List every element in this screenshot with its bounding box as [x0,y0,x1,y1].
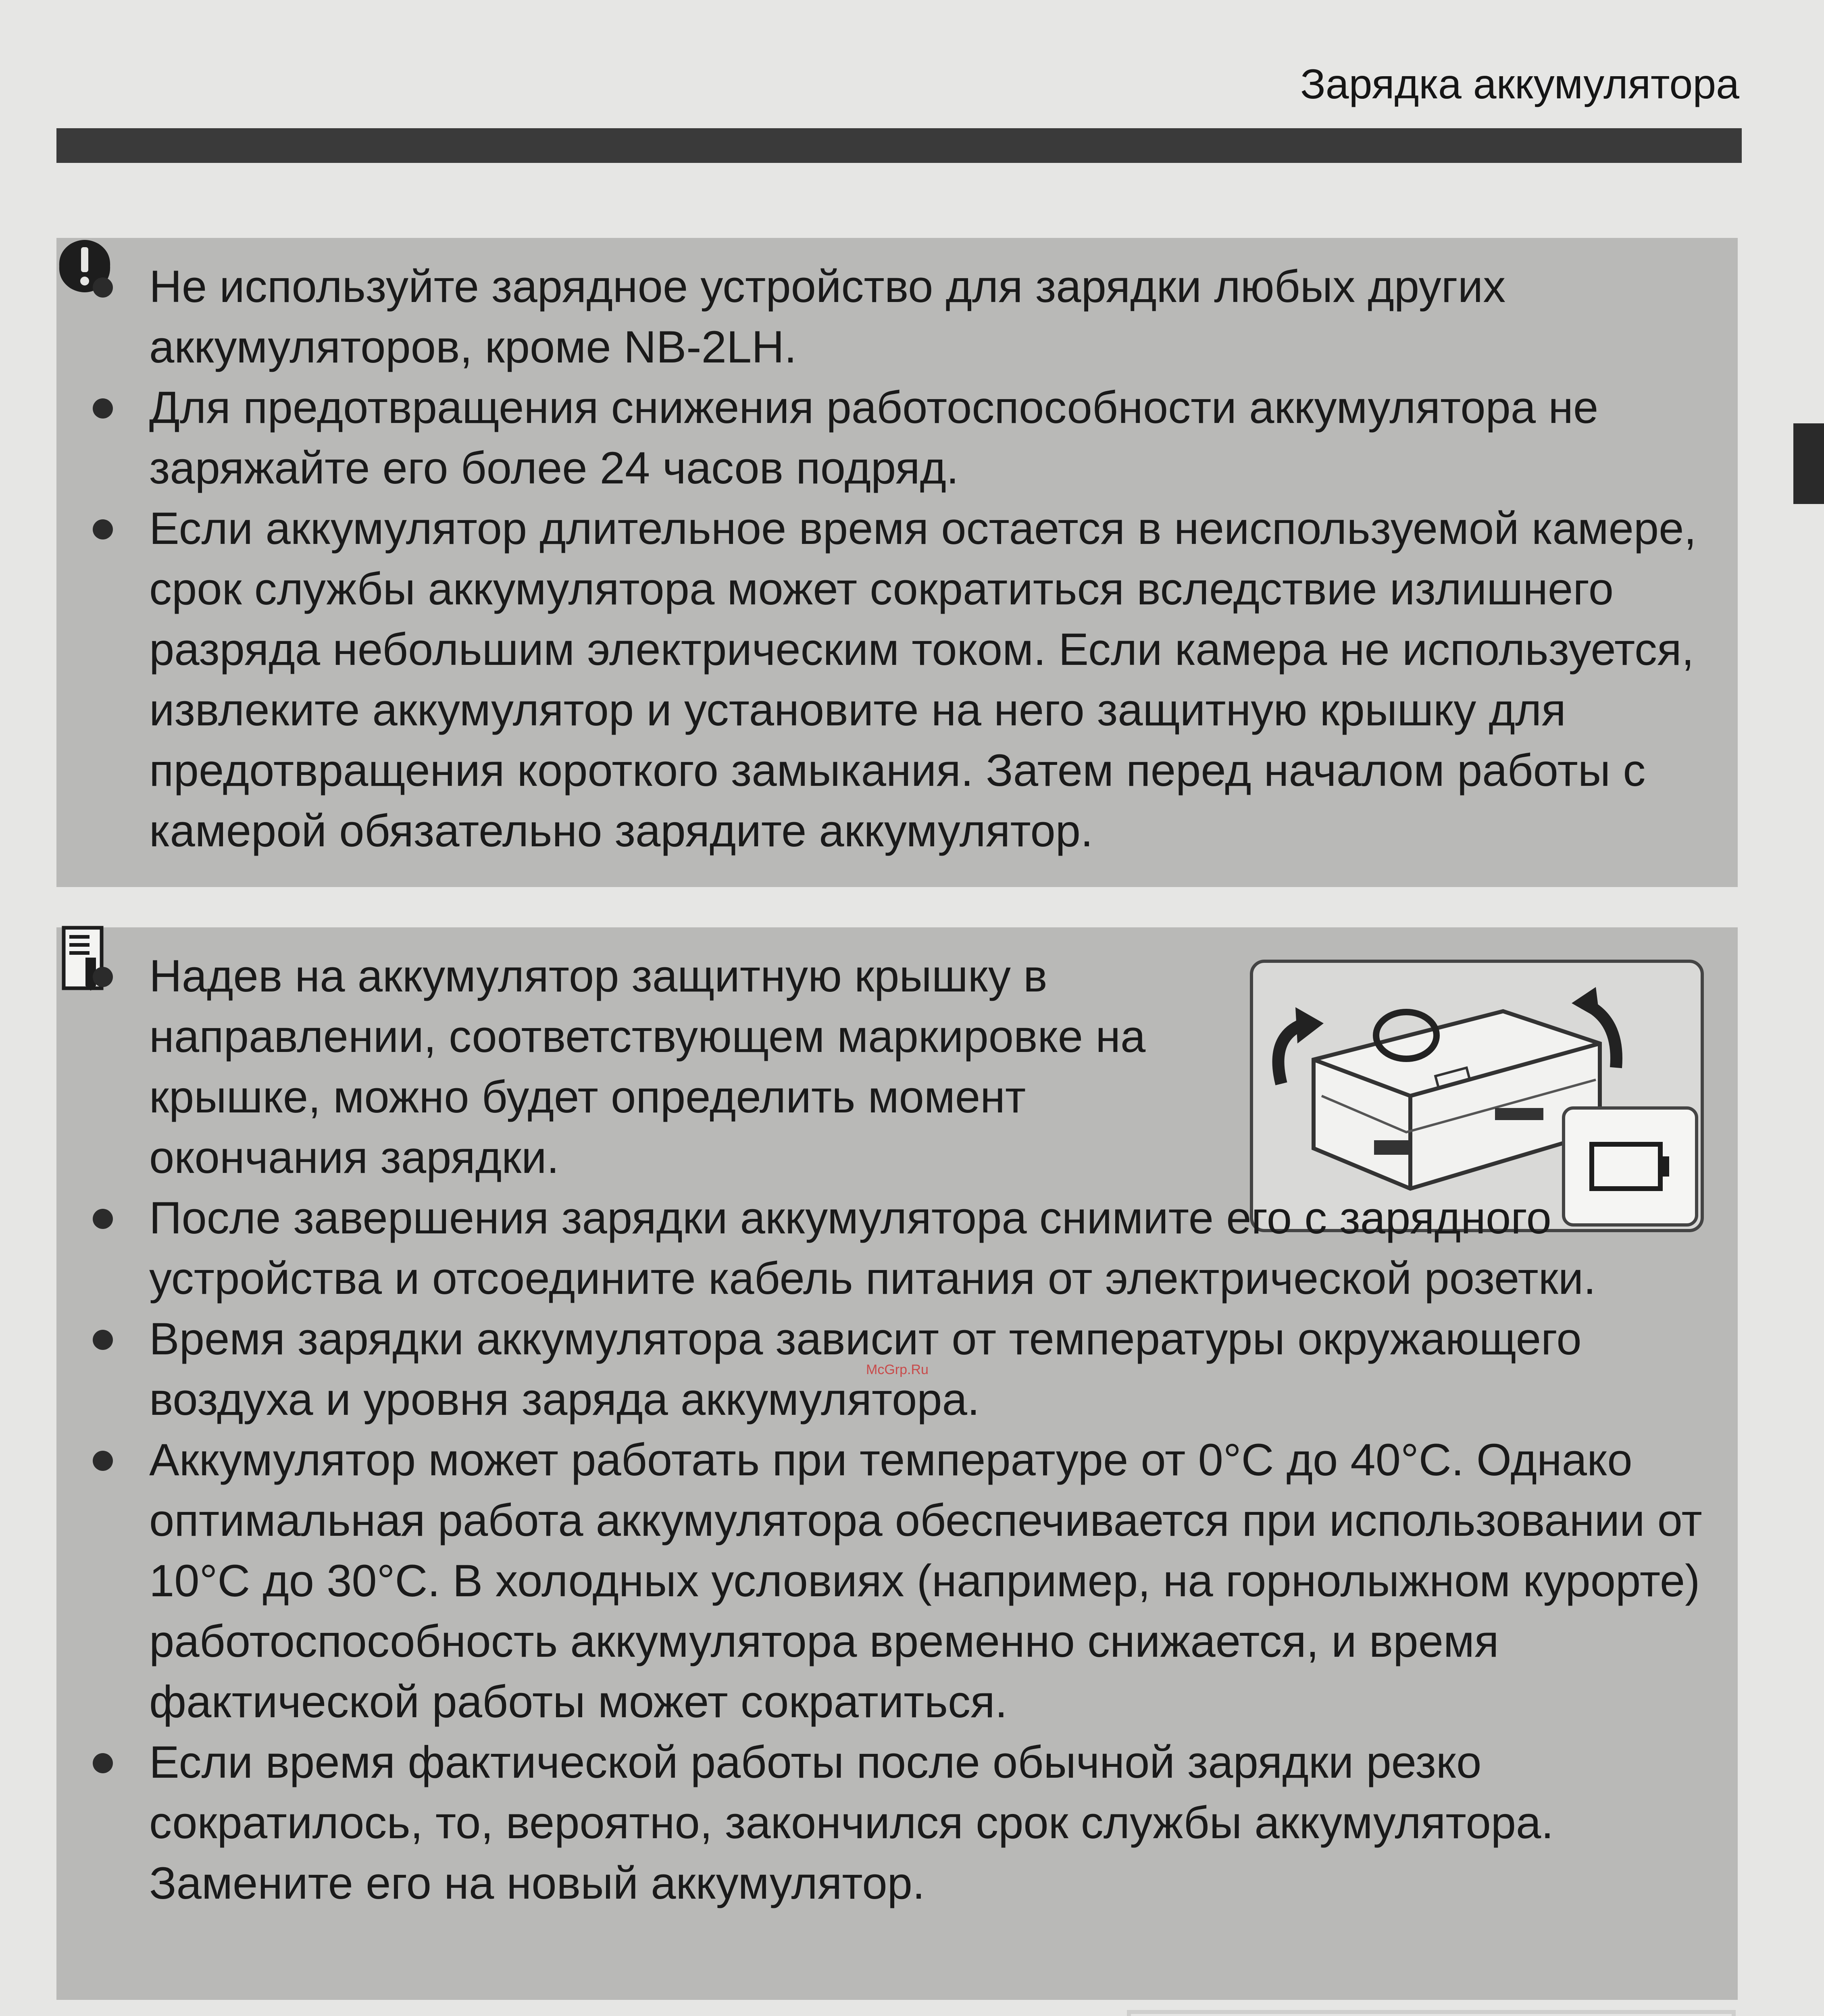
caution-item: Для предотвращения снижения работоспособности аккумулятора не заряжайте его более 24 часов подряд. [149,377,1709,498]
caution-list [149,256,1709,861]
page-header-title: Зарядка аккумулятора [1300,61,1739,108]
note-list [149,1188,1709,1914]
caution-item: Если аккумулятор длительное время остается в неиспользуемой камере, срок службы аккумулятора может сократиться вследствие излишнего разряда небольшим электрическим током. Если камера не используется, извлеките аккумулятор и установите на него защитную крышку для предотвращения короткого замыкания. Затем перед началом работы с камерой обязательно зарядите аккумулятор. [149,498,1709,861]
note-list-top [149,946,1197,1188]
note-item: Если время фактической работы после обычной зарядки резко сократилось, то, вероятно, закончился срок службы аккумулятора. Замените его на новый аккумулятор. [149,1732,1709,1914]
note-item: Аккумулятор может работать при температуре от 0°C до 40°C. Однако оптимальная работа аккумулятора обеспечивается при использовании от 10°C до 30°C. В холодных условиях (например, на горнолыжном курорте) работоспособность аккумулятора временно снижается, и время фактической работы может сократиться. [149,1430,1709,1732]
watermark: McGrp.Ru [866,1362,929,1377]
bleed-through-background [65,2004,1738,2016]
note-item: Время зарядки аккумулятора зависит от температуры окружающего воздуха и уровня заряда аккумулятора. [149,1309,1709,1430]
note-item: После завершения зарядки аккумулятора снимите его с зарядного устройства и отсоедините кабель питания от электрической розетки. [149,1188,1709,1309]
caution-item: Не используйте зарядное устройство для зарядки любых других аккумуляторов, кроме NB-2LH. [149,256,1709,377]
header-bar [56,128,1742,163]
chapter-tab [1793,423,1824,504]
note-item: Надев на аккумулятор защитную крышку в направлении, соответствующем маркировке на крышке, можно будет определить момент окончания зарядки. [149,946,1197,1188]
